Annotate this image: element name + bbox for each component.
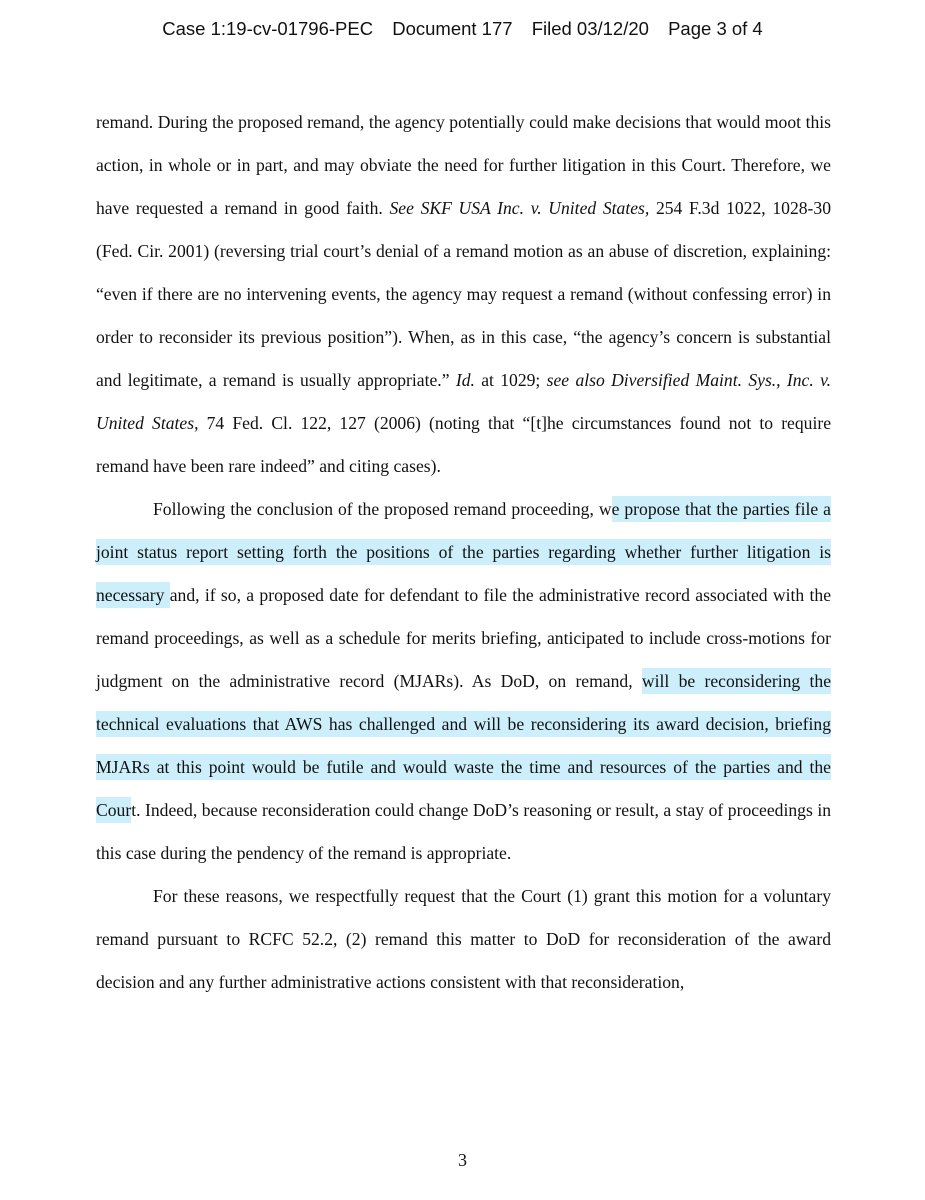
para1-text-1: remand. During the proposed remand, the agency potentially could make decisions that would moot this action, in whole or in part, and may obviate the need for further litigation in this Court. Therefore, we have requested a remand in good faith.: [96, 112, 831, 218]
page-indicator: Page 3 of 4: [668, 18, 763, 39]
filed-date: Filed 03/12/20: [531, 18, 649, 39]
paragraph-remand-proceeding: [96, 488, 831, 875]
citation-diversified: see also Diversified Maint. Sys., Inc. v. United States: [96, 370, 831, 433]
citation-skf: See SKF USA Inc. v. United States,: [389, 198, 650, 218]
case-number: Case 1:19-cv-01796-PEC: [162, 18, 374, 39]
para1-text-3: at 1029;: [474, 370, 547, 390]
highlight-reconsidering-evaluations: will be reconsidering the technical evaluations that AWS has challenged and will be reconsidering its award decision, briefing MJARs at this point would be futile and would waste the time and resources of the parties and the Cour: [96, 668, 831, 823]
para2-text-2: and, if so, a proposed date for defendant to file the administrative record associated with the remand proceedings, as well as a schedule for merits briefing, anticipated to include cross-motions for judgment on the administrative record (MJARs). As DoD, on remand,: [96, 585, 832, 691]
document-body: [96, 101, 831, 1004]
document-number: Document 177: [392, 18, 513, 39]
case-header: [0, 18, 925, 40]
para1-text-4: , 74 Fed. Cl. 122, 127 (2006) (noting that “[t]he circumstances found not to require remand have been rare indeed” and citing cases).: [96, 413, 832, 476]
para2-text-3: t. Indeed, because reconsideration could change DoD’s reasoning or result, a stay of proceedings in this case during the pendency of the remand is appropriate.: [96, 800, 831, 863]
citation-id: Id.: [455, 370, 475, 390]
para1-text-2: 254 F.3d 1022, 1028-30 (Fed. Cir. 2001) (reversing trial court’s denial of a remand motion as an abuse of discretion, explaining: “even if there are no intervening events, the agency may request a remand (without confessing error) in order to reconsider its previous position”). When, as in this case, “the agency’s concern is substantial and legitimate, a remand is usually appropriate.”: [96, 198, 831, 390]
para3-text-1: For these reasons, we respectfully request that the Court (1) grant this motion for a voluntary remand pursuant to RCFC 52.2, (2) remand this matter to DoD for reconsideration of the award decision and any further administrative actions consistent with that reconsideration,: [96, 886, 831, 992]
paragraph-request: [96, 875, 831, 1004]
highlight-joint-status-report: e propose that the parties file a joint status report setting forth the positions of the parties regarding whether further litigation is necessary: [96, 496, 831, 608]
paragraph-continuation: [96, 101, 831, 488]
page-number: 3: [458, 1150, 467, 1170]
para2-text-1: Following the conclusion of the proposed remand proceeding, w: [153, 499, 612, 519]
